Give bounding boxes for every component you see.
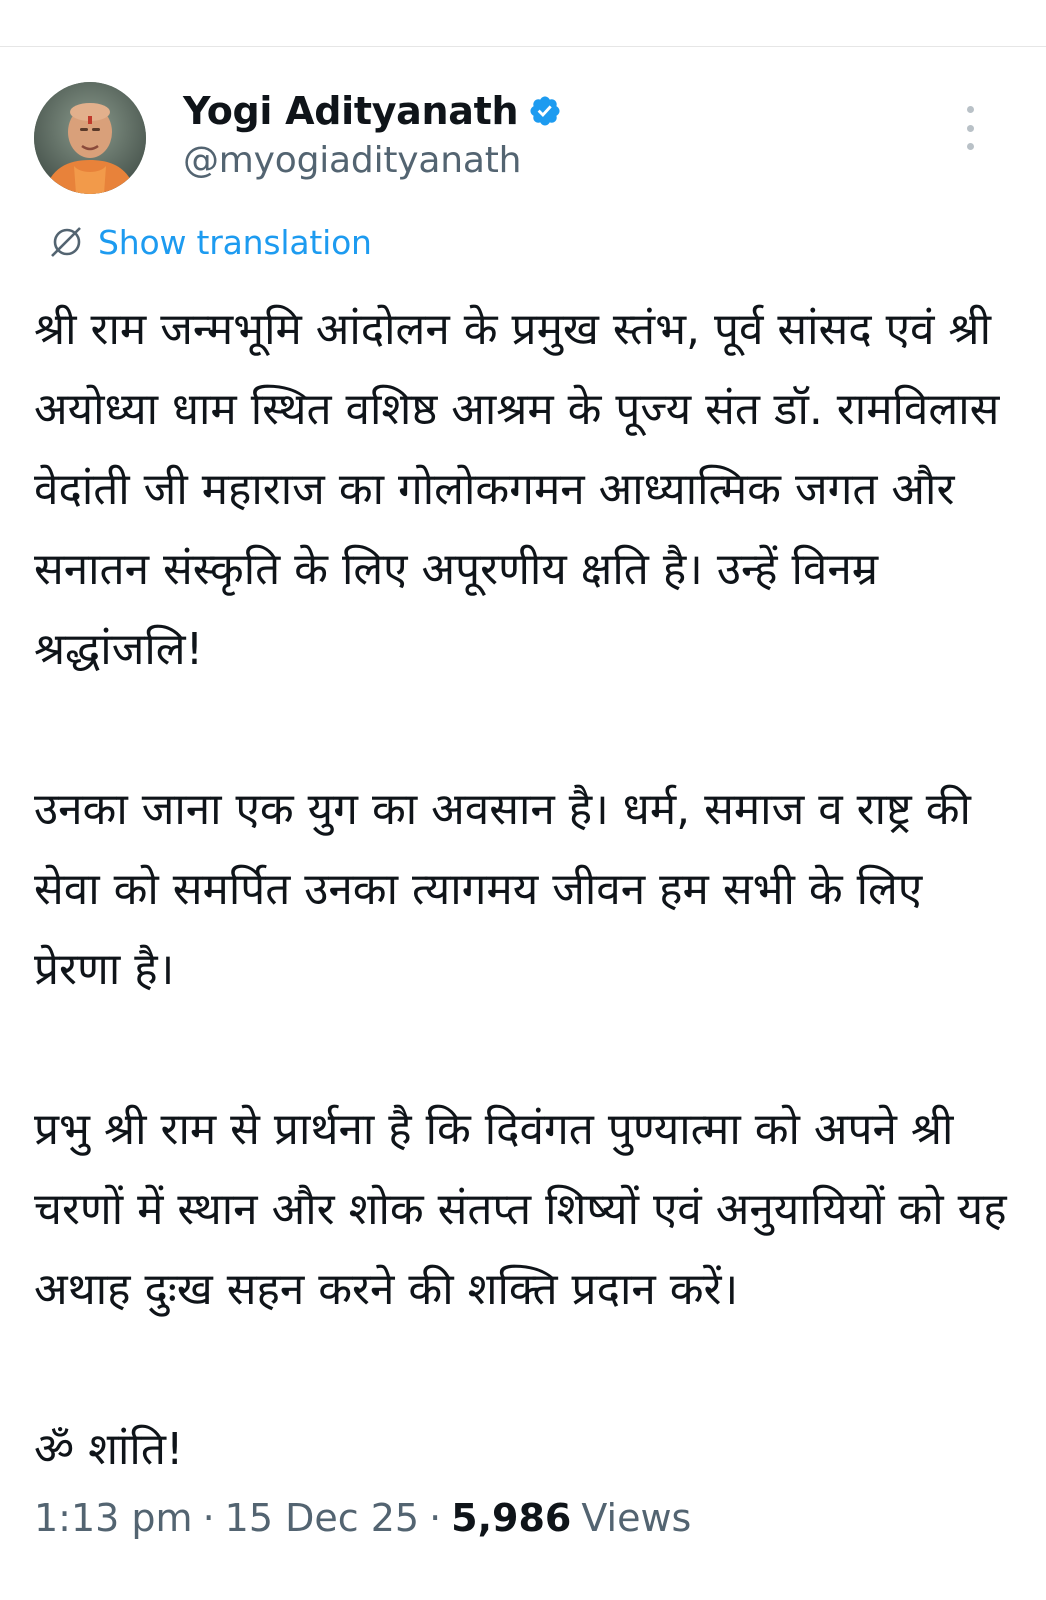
show-translation-label[interactable]: Show translation — [98, 222, 372, 262]
divider — [0, 46, 1046, 47]
translate-icon — [46, 222, 86, 262]
tweet-text — [34, 290, 1009, 1490]
meta-separator: · — [429, 1496, 442, 1540]
tweet-date[interactable]: 15 Dec 25 — [224, 1496, 420, 1540]
views-label: Views — [581, 1496, 692, 1540]
meta-separator: · — [202, 1496, 215, 1540]
tweet-paragraph: उनका जाना एक युग का अवसान है। धर्म, समाज व राष्ट्र की सेवा को समर्पित उनका त्यागमय जीवन हम सभी के लिए प्रेरणा है। — [34, 784, 971, 995]
tweet-paragraph: श्री राम जन्मभूमि आंदोलन के प्रमुख स्तंभ, पूर्व सांसद एवं श्री अयोध्या धाम स्थित वशिष्ठ आश्रम के पूज्य संत डॉ. रामविलास वेदांती जी महाराज का गोलोकगमन आध्यात्मिक जगत और सनातन संस्कृति के लिए अपूरणीय क्षति है। उन्हें विनम्र श्रद्धांजलि! — [34, 304, 1000, 675]
more-options-icon[interactable] — [950, 106, 990, 150]
show-translation-button[interactable] — [46, 222, 372, 262]
avatar[interactable] — [34, 82, 146, 194]
tweet-paragraph: प्रभु श्री राम से प्रार्थना है कि दिवंगत पुण्यात्मा को अपने श्री चरणों में स्थान और शोक संतप्त शिष्यों एवं अनुयायियों को यह अथाह दुःख सहन करने की शक्ति प्रदान करें। — [34, 1104, 1007, 1315]
author-name-row[interactable] — [183, 86, 562, 136]
views-count[interactable]: 5,986 — [451, 1496, 572, 1540]
author-handle[interactable]: @myogiadityanath — [183, 140, 522, 181]
tweet-paragraph: ॐ शांति! — [34, 1424, 184, 1475]
tweet-time[interactable]: 1:13 pm — [34, 1496, 193, 1540]
verified-badge-icon — [528, 94, 562, 128]
tweet-meta — [34, 1496, 691, 1540]
profile-photo-icon — [34, 82, 146, 194]
author-name[interactable]: Yogi Adityanath — [183, 89, 519, 133]
